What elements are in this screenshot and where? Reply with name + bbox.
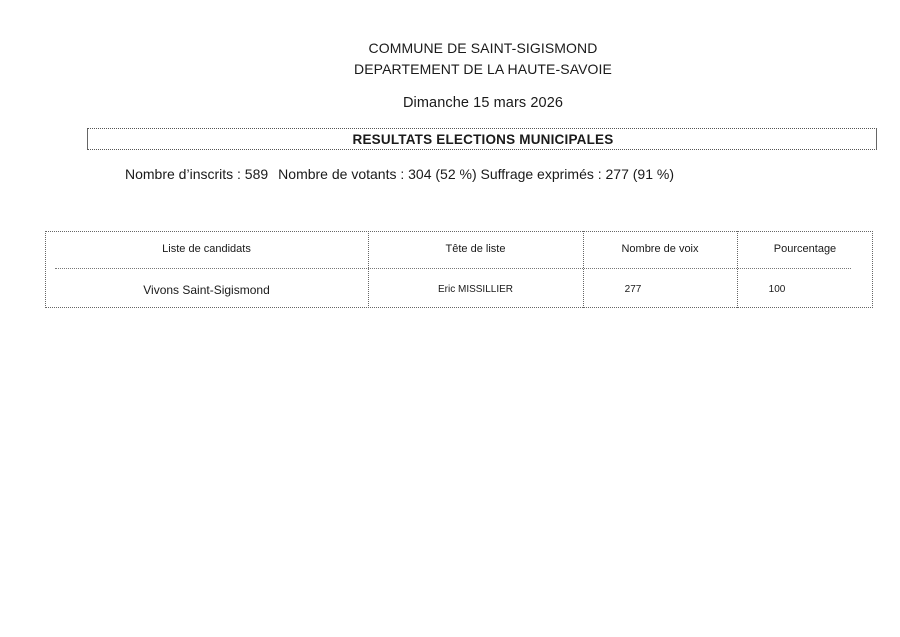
column-header-liste: Liste de candidats [162,243,251,255]
turnout-summary [125,166,674,182]
voters-count: Nombre de votants : 304 (52 %) [278,166,477,182]
results-table [45,231,873,308]
election-date: Dimanche 15 mars 2026 [402,95,564,111]
column-header-voix: Nombre de voix [621,243,699,255]
registered-voters: Nombre d’inscrits : 589 [125,166,269,182]
departement-name: DEPARTEMENT DE LA HAUTE-SAVOIE [354,61,612,77]
commune-name: COMMUNE DE SAINT-SIGISMOND [368,40,598,56]
expressed-votes: Suffrage exprimés : 277 (91 %) [480,166,675,182]
header-divider [55,268,851,269]
row-liste: Vivons Saint-Sigismond [143,283,270,297]
row-pourcentage: 100 [768,284,786,295]
column-header-tete: Tête de liste [445,243,506,255]
row-tete: Eric MISSILLIER [437,284,514,295]
page-title: RESULTATS ELECTIONS MUNICIPALES [352,132,614,147]
title-box [87,128,877,150]
row-voix: 277 [624,284,642,295]
column-header-pourcentage: Pourcentage [773,243,837,255]
